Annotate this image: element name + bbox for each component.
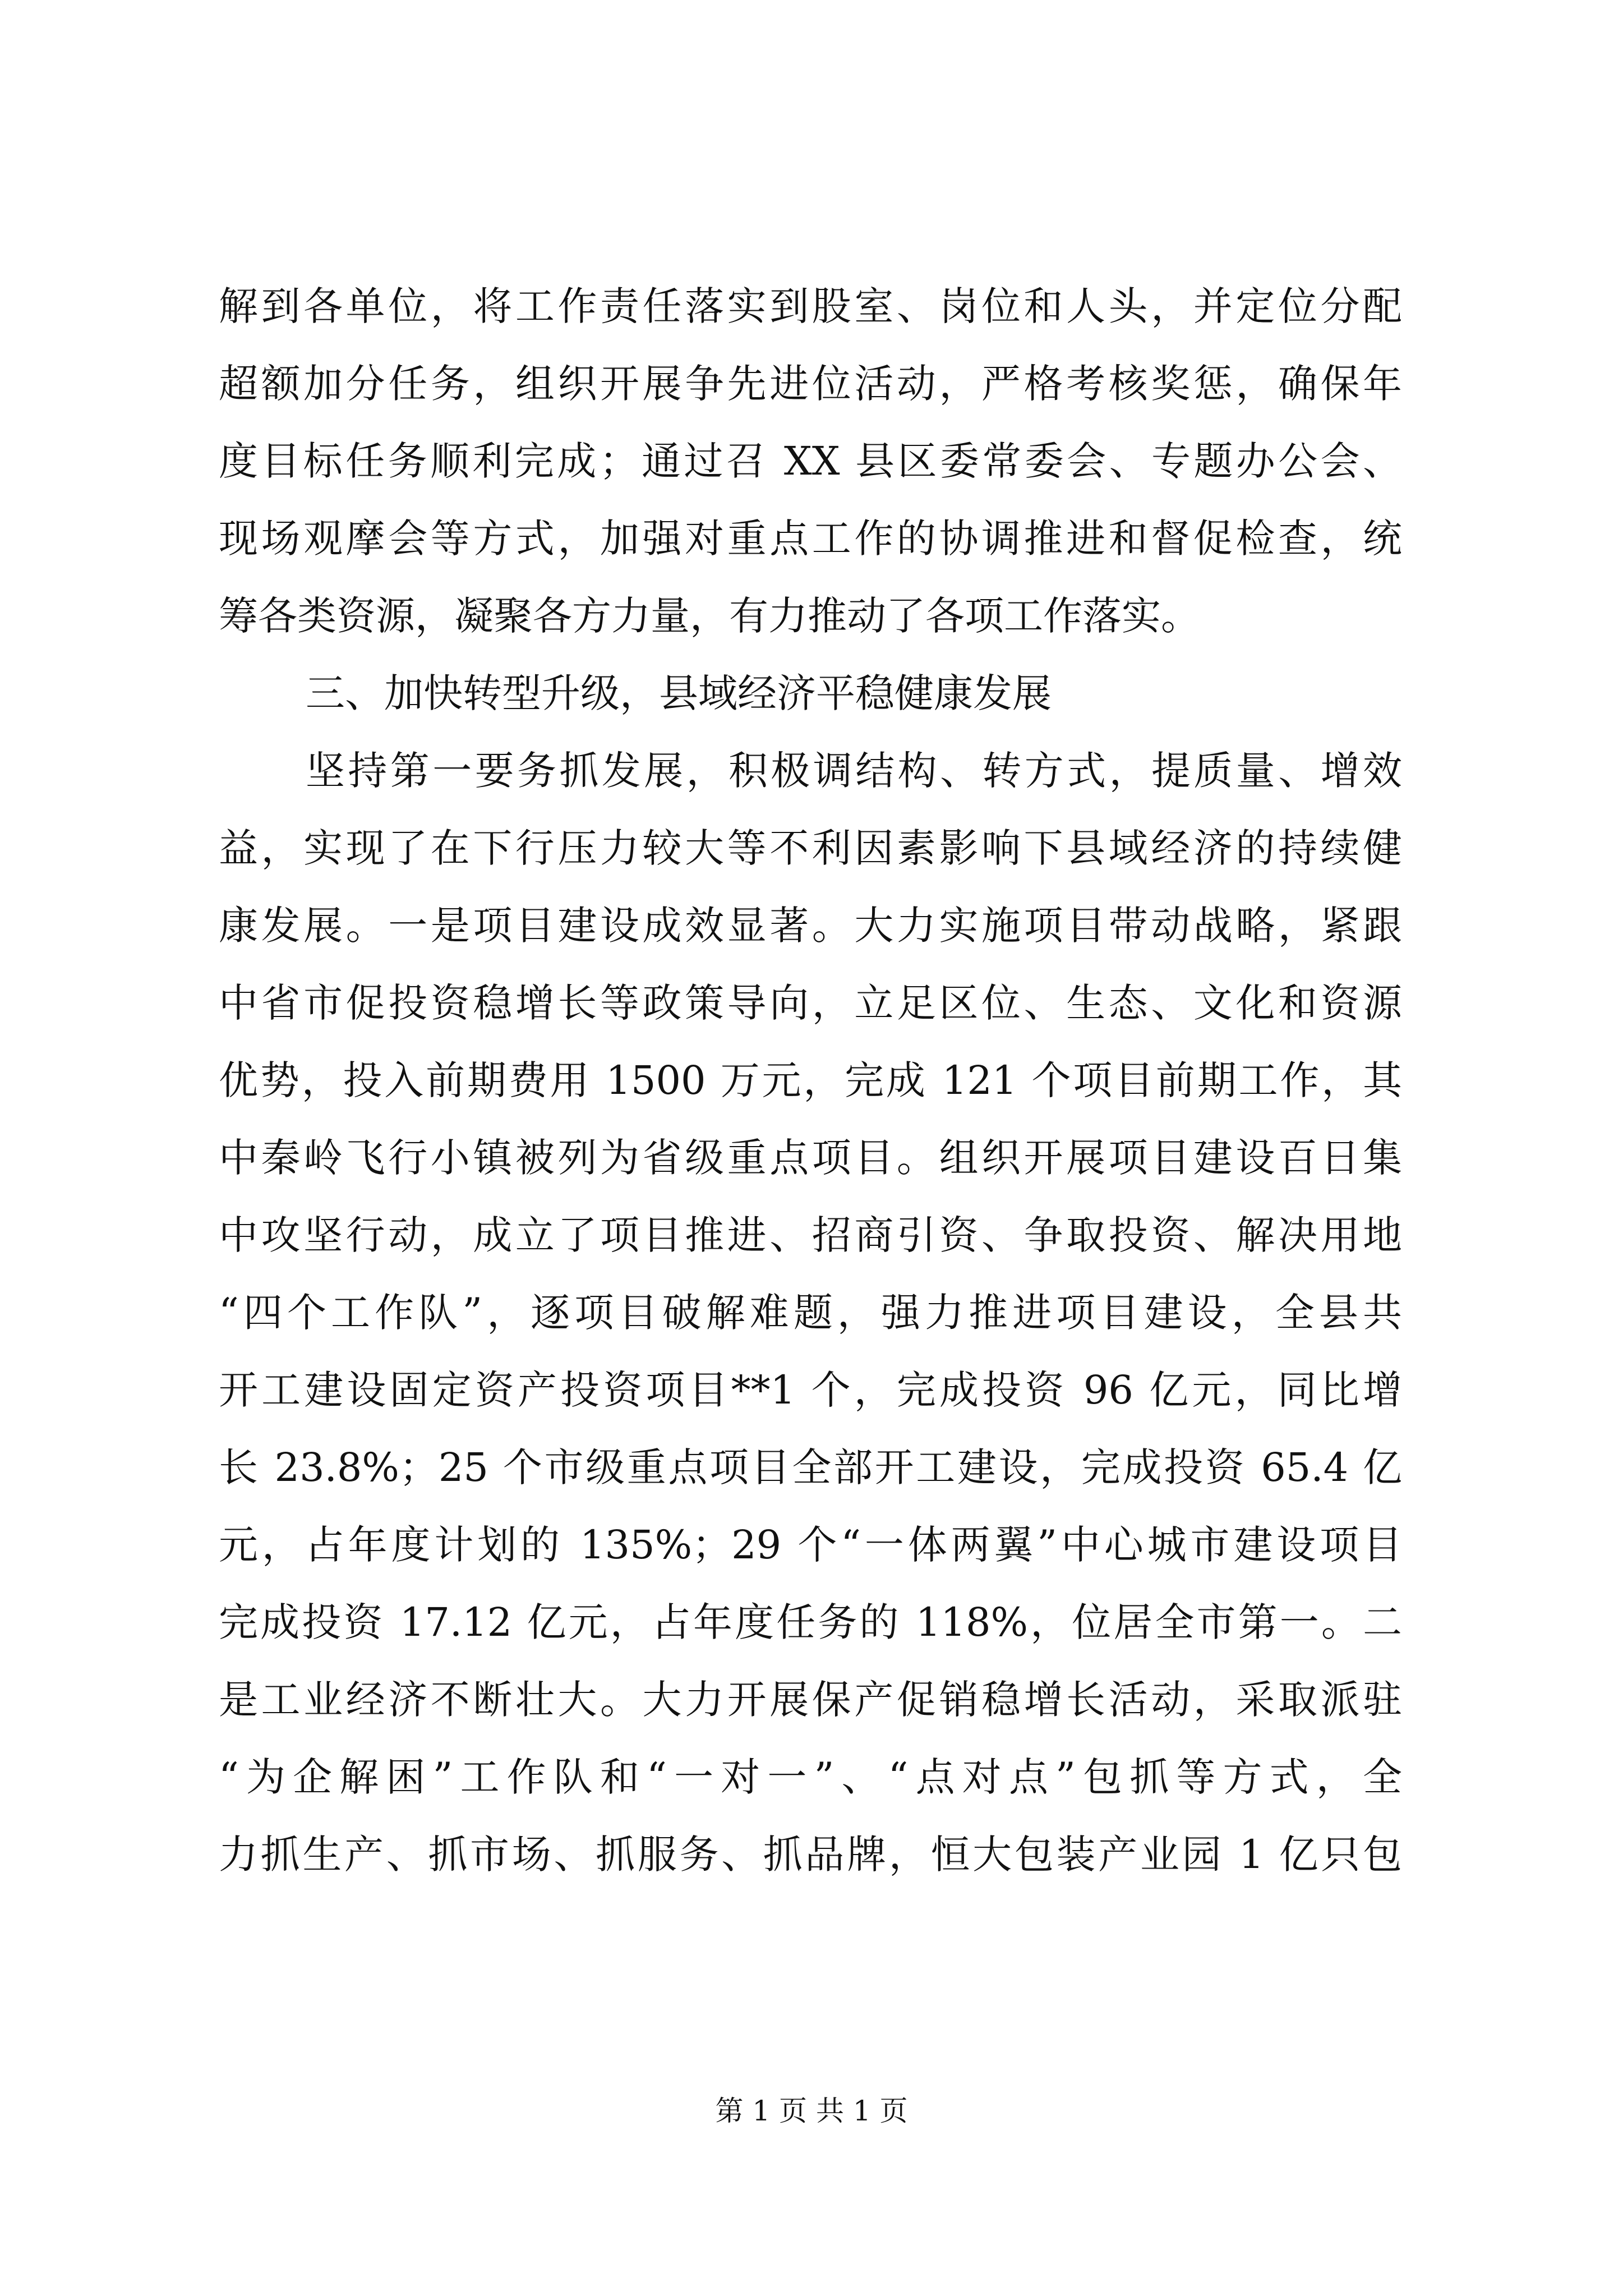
body-text-line: 优势，投入前期费用 1500 万元，完成 121 个项目前期工作，其 — [219, 1057, 1402, 1103]
paragraph-first-line: 坚持第一要务抓发展，积极调结构、转方式，提质量、增效 — [306, 748, 1402, 794]
body-text-line: 是工业经济不断壮大。大力开展保产促销稳增长活动，采取派驻 — [219, 1677, 1402, 1723]
body-text-line: 超额加分任务，组织开展争先进位活动，严格考核奖惩，确保年 — [219, 361, 1402, 407]
body-text-line: 现场观摩会等方式，加强对重点工作的协调推进和督促检查，统 — [219, 516, 1402, 562]
body-text-line: 元，占年度计划的 135%；29 个“一体两翼”中心城市建设项目 — [219, 1522, 1402, 1568]
body-text-line: 中省市促投资稳增长等政策导向，立足区位、生态、文化和资源 — [219, 980, 1402, 1026]
section-heading: 三、加快转型升级，县域经济平稳健康发展 — [306, 670, 1052, 716]
body-text-line: 中秦岭飞行小镇被列为省级重点项目。组织开展项目建设百日集 — [219, 1135, 1402, 1181]
body-text-line: 益，实现了在下行压力较大等不利因素影响下县域经济的持续健 — [219, 825, 1402, 871]
body-text-line: 力抓生产、抓市场、抓服务、抓品牌，恒大包装产业园 1 亿只包 — [219, 1832, 1402, 1878]
body-text-line: 中攻坚行动，成立了项目推进、招商引资、争取投资、解决用地 — [219, 1212, 1402, 1258]
body-text-line: 筹各类资源，凝聚各方力量，有力推动了各项工作落实。 — [219, 593, 1200, 639]
body-text-line: 开工建设固定资产投资项目**1 个，完成投资 96 亿元，同比增 — [219, 1367, 1402, 1413]
body-text-line: 长 23.8%；25 个市级重点项目全部开工建设，完成投资 65.4 亿 — [219, 1444, 1402, 1490]
page-footer: 第 1 页 共 1 页 — [715, 2095, 908, 2127]
body-text-line: 完成投资 17.12 亿元，占年度任务的 118%，位居全市第一。二 — [219, 1599, 1402, 1645]
body-text-line: 度目标任务顺利完成；通过召 XX 县区委常委会、专题办公会、 — [219, 438, 1402, 484]
body-text-line: 康发展。一是项目建设成效显著。大力实施项目带动战略，紧跟 — [219, 903, 1402, 949]
body-text-line: “四个工作队”，逐项目破解难题，强力推进项目建设，全县共 — [219, 1290, 1402, 1336]
body-text-line: 解到各单位，将工作责任落实到股室、岗位和人头，并定位分配 — [219, 283, 1402, 329]
body-text-line: “为企解困”工作队和“一对一”、“点对点”包抓等方式，全 — [219, 1754, 1402, 1800]
